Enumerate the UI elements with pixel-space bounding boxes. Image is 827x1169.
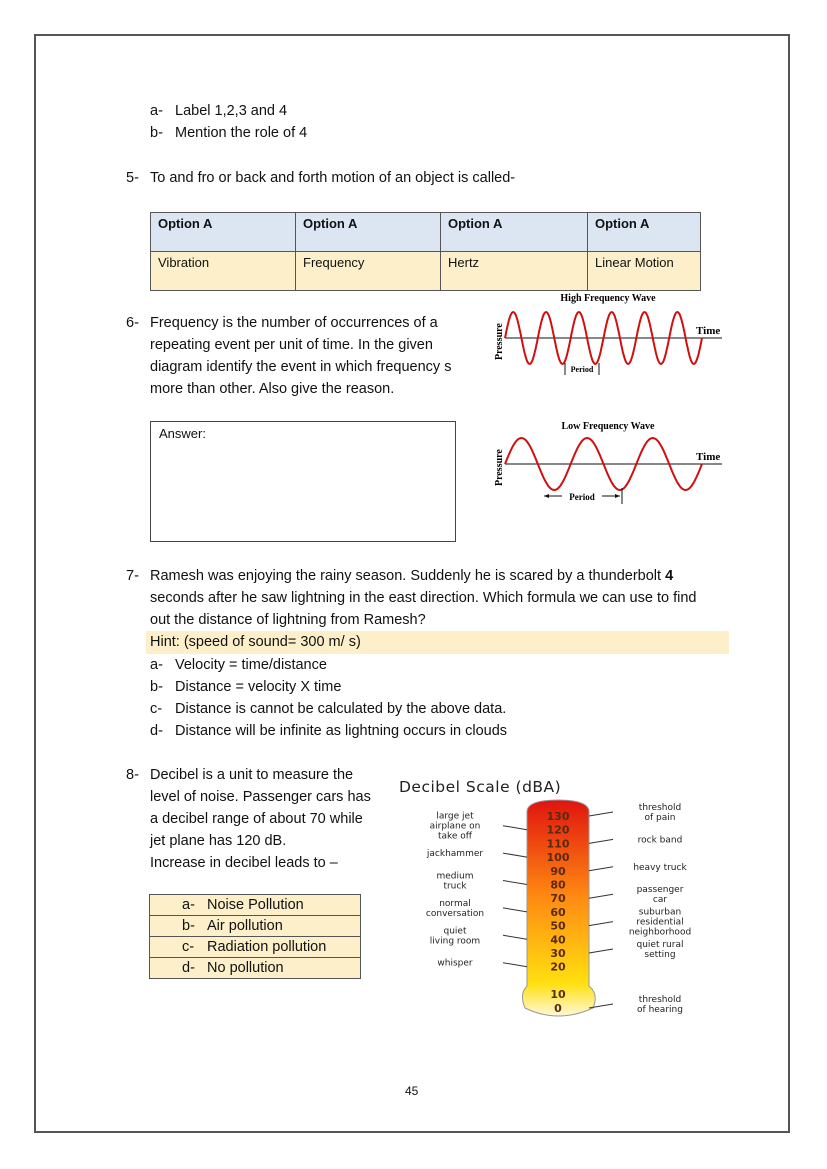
q8-line: jet plane has 120 dB. xyxy=(150,833,287,849)
decibel-source-label: setting xyxy=(644,950,676,960)
decibel-leader-line xyxy=(589,949,613,953)
decibel-source-label: residential xyxy=(636,917,684,928)
q8-line: Decibel is a unit to measure the xyxy=(150,767,354,783)
decibel-source-label: threshold xyxy=(638,803,682,813)
q5-text: To and fro or back and forth motion of an object is called- xyxy=(150,170,516,186)
q8-option-label: c- xyxy=(182,938,195,955)
q6-line: diagram identify the event in which frequency s xyxy=(150,359,452,375)
decibel-source-label: passenger xyxy=(636,885,684,896)
q5-option-hertz[interactable]: Hertz xyxy=(441,252,588,291)
q5-option-vibration[interactable]: Vibration xyxy=(151,252,296,291)
decibel-leader-line xyxy=(503,853,527,857)
q8-option-text: Noise Pollution xyxy=(207,896,304,913)
decibel-tick-label: 20 xyxy=(550,960,566,974)
decibel-source-label: rock band xyxy=(637,835,683,846)
decibel-source-label: car xyxy=(652,895,668,906)
page-number: 45 xyxy=(405,1084,419,1098)
decibel-leader-line xyxy=(503,826,527,830)
q4-part-a xyxy=(150,100,287,122)
answer-label: Answer: xyxy=(159,426,206,441)
q6-answer-box[interactable] xyxy=(150,421,456,542)
q7-option-label: c- xyxy=(150,701,163,717)
q7-line xyxy=(150,565,728,587)
q7-bold-number: 4 xyxy=(665,568,674,584)
decibel-leader-line xyxy=(503,935,527,939)
decibel-leader-line xyxy=(589,894,613,898)
decibel-source-label: take off xyxy=(437,831,473,842)
q5-value-row xyxy=(151,252,701,291)
decibel-source-label: large jet xyxy=(436,811,474,822)
q8-option-text: Air pollution xyxy=(207,917,283,934)
decibel-leader-line xyxy=(503,908,527,912)
q5-header-cell: Option A xyxy=(296,213,441,252)
q8-line: level of noise. Passenger cars has xyxy=(150,789,371,805)
decibel-tick-label: 50 xyxy=(550,919,566,933)
q8-option-text: Radiation pollution xyxy=(207,938,327,955)
q7-option-label: b- xyxy=(150,679,163,695)
decibel-tick-label: 100 xyxy=(546,851,570,865)
q7-option-label: a- xyxy=(150,657,163,673)
decibel-tick-label: 110 xyxy=(546,837,570,851)
q7-option-text: Velocity = time/distance xyxy=(175,657,327,673)
q7-option-text: Distance = velocity X time xyxy=(175,679,342,695)
low-frequency-wave-diagram xyxy=(488,414,728,506)
decibel-source-label: neighborhood xyxy=(628,927,692,938)
decibel-leader-line xyxy=(589,812,613,816)
q8-option-d[interactable] xyxy=(150,958,361,979)
decibel-source-label: whisper xyxy=(437,958,473,969)
decibel-leader-line xyxy=(503,963,527,967)
decibel-source-label: of hearing xyxy=(637,1005,683,1015)
q7-option-label: d- xyxy=(150,723,163,739)
low-wave-arrowhead-right xyxy=(615,494,620,498)
q8-options-table xyxy=(149,894,361,979)
q8-line: a decibel range of about 70 while xyxy=(150,811,363,827)
q5-options-table xyxy=(150,212,701,291)
decibel-source-label: suburban xyxy=(638,907,682,918)
decibel-source-label: quiet rural xyxy=(636,940,684,950)
q4-part-a-text: Label 1,2,3 and 4 xyxy=(175,103,288,119)
low-wave-x-label: Time xyxy=(696,451,721,463)
q8-option-label: b- xyxy=(182,917,195,934)
q4-part-b xyxy=(150,122,307,144)
q7-line: seconds after he saw lightning in the east direction. Which formula we can use to find xyxy=(150,590,697,606)
q8-option-label: a- xyxy=(182,896,195,913)
decibel-tick-label: 30 xyxy=(550,947,566,960)
decibel-leader-line xyxy=(589,922,613,926)
decibel-leader-line xyxy=(503,881,527,885)
high-wave-x-label: Time xyxy=(696,325,721,337)
q7-line: out the distance of lightning from Ramesh? xyxy=(150,612,426,628)
decibel-tick-label: 80 xyxy=(550,878,566,892)
high-wave-period-label: Period xyxy=(570,365,594,374)
decibel-tick-label: 0 xyxy=(554,1002,562,1015)
decibel-tick-label: 70 xyxy=(550,892,566,906)
q6-line: repeating event per unit of time. In the given xyxy=(150,337,433,353)
q5-option-linear-motion[interactable]: Linear Motion xyxy=(588,252,701,291)
low-wave-period-label: Period xyxy=(569,492,595,502)
low-wave-arrowhead-left xyxy=(544,494,549,498)
high-wave-title: High Frequency Wave xyxy=(560,293,656,304)
high-wave-y-label: Pressure xyxy=(494,323,505,360)
q8-option-b[interactable] xyxy=(150,916,361,937)
decibel-source-label: jackhammer xyxy=(426,849,484,860)
q6-line: more than other. Also give the reason. xyxy=(150,381,395,397)
decibel-source-label: truck xyxy=(443,881,467,892)
decibel-scale-title: Decibel Scale (dBA) xyxy=(399,778,562,796)
low-wave-y-label: Pressure xyxy=(494,449,505,486)
decibel-tick-label: 90 xyxy=(550,864,566,878)
q8-number: 8- xyxy=(126,767,139,783)
q7-option-b[interactable] xyxy=(150,676,341,698)
decibel-source-label: threshold xyxy=(638,995,682,1005)
q7-option-text: Distance will be infinite as lightning occurs in clouds xyxy=(175,723,508,739)
q7-number: 7- xyxy=(126,568,139,584)
q5-number: 5- xyxy=(126,170,139,186)
q6-number: 6- xyxy=(126,315,139,331)
decibel-source-label: heavy truck xyxy=(633,862,687,873)
decibel-tick-label: 130 xyxy=(546,810,570,823)
q4-part-a-label: a- xyxy=(150,103,163,119)
q7-line-text: Ramesh was enjoying the rainy season. Suddenly he is scared by a thunderbolt xyxy=(150,568,662,584)
q5-header-row xyxy=(151,213,701,252)
decibel-leader-line xyxy=(589,867,613,871)
decibel-source-label: normal xyxy=(439,898,471,909)
q8-option-a[interactable] xyxy=(150,895,361,916)
decibel-tick-label: 10 xyxy=(550,988,566,1001)
q5-option-frequency[interactable]: Frequency xyxy=(296,252,441,291)
q6-line: Frequency is the number of occurrences of a xyxy=(150,315,438,331)
q8-option-c[interactable] xyxy=(150,937,361,958)
q7-option-d[interactable] xyxy=(150,720,507,742)
decibel-source-label: airplane on xyxy=(429,821,481,832)
decibel-scale-diagram xyxy=(395,772,725,1027)
decibel-source-label: conversation xyxy=(425,908,485,919)
q7-hint: Hint: (speed of sound= 300 m/ s) xyxy=(150,634,361,650)
q7-option-c[interactable] xyxy=(150,698,506,720)
q8-option-text: No pollution xyxy=(207,959,284,976)
q8-line: Increase in decibel leads to – xyxy=(150,855,338,871)
low-wave-title: Low Frequency Wave xyxy=(561,421,655,432)
decibel-source-label: quiet xyxy=(443,926,467,937)
q7-option-a[interactable] xyxy=(150,654,327,676)
q5-header-cell: Option A xyxy=(441,213,588,252)
high-frequency-wave-diagram xyxy=(488,288,728,380)
q5-header-cell: Option A xyxy=(151,213,296,252)
decibel-source-label: medium xyxy=(436,871,474,882)
decibel-leader-line xyxy=(589,839,613,843)
decibel-source-label: living room xyxy=(429,936,481,947)
decibel-source-label: of pain xyxy=(644,813,676,823)
decibel-tick-label: 40 xyxy=(550,933,566,947)
q4-part-b-label: b- xyxy=(150,125,163,141)
q4-part-b-text: Mention the role of 4 xyxy=(175,125,308,141)
q5-header-cell: Option A xyxy=(588,213,701,252)
q8-option-label: d- xyxy=(182,959,195,976)
decibel-tick-label: 120 xyxy=(546,823,570,837)
decibel-tick-label: 60 xyxy=(550,905,566,919)
q7-option-text: Distance is cannot be calculated by the above data. xyxy=(175,701,507,717)
